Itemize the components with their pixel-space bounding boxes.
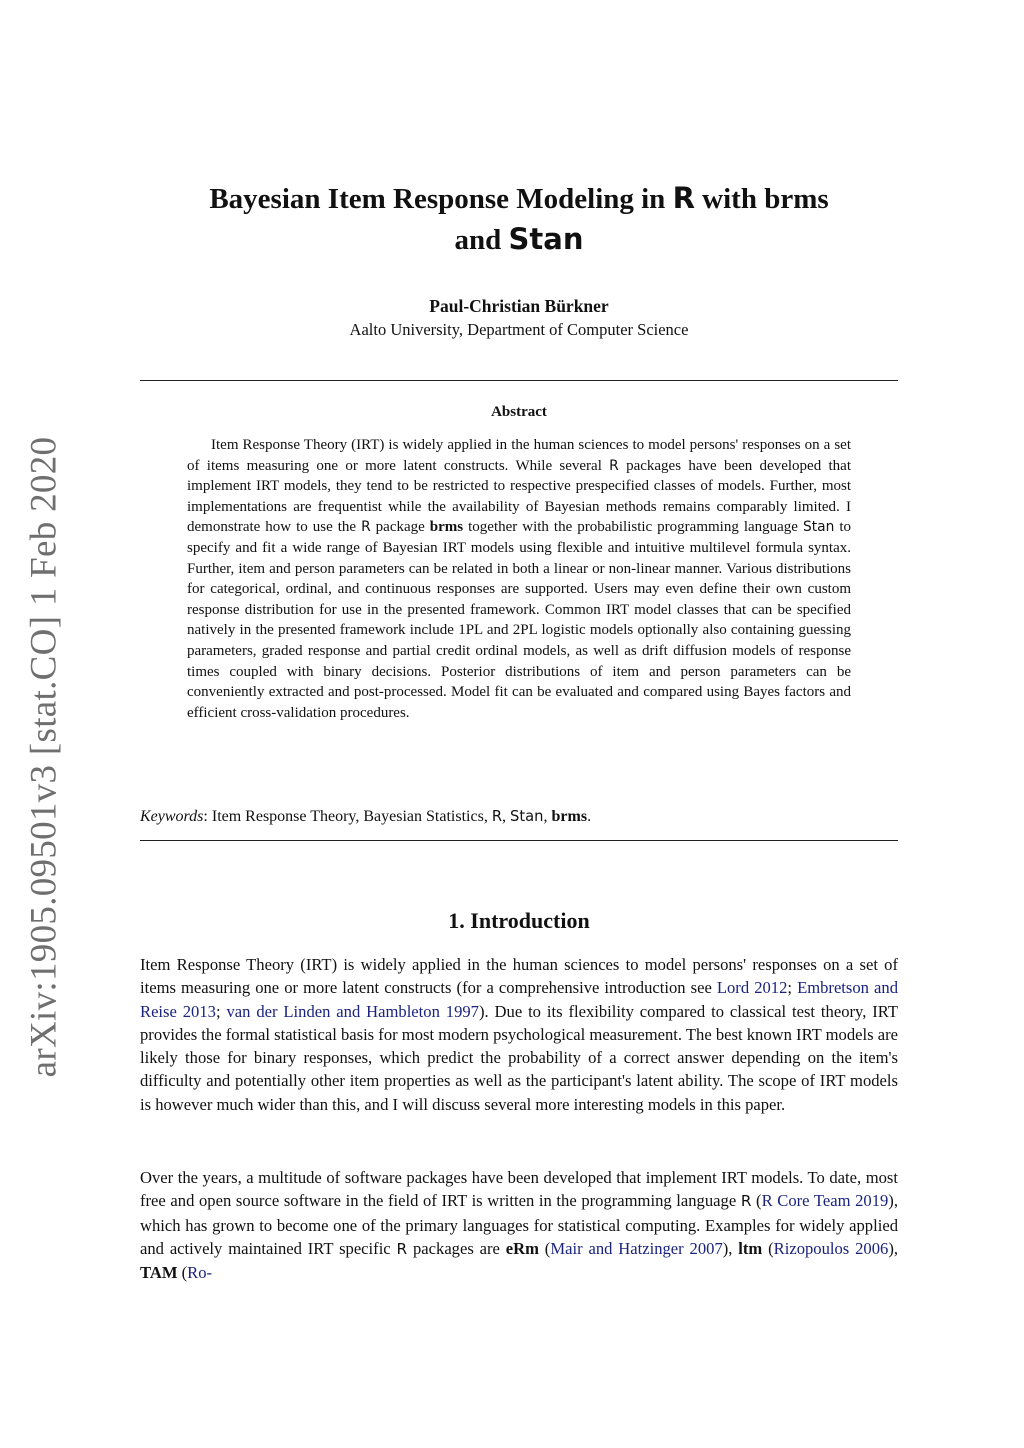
citation-mair-hatzinger-2007[interactable]: Mair and Hatzinger 2007 bbox=[550, 1238, 723, 1258]
citation-r-core-team-2019[interactable]: R Core Team 2019 bbox=[761, 1191, 889, 1211]
author-name: Paul-Christian Bürkner bbox=[429, 296, 609, 316]
abstract-body: Item Response Theory (IRT) is widely applied in the human sciences to model persons' responses on a set of items measuring one or more latent constructs. While several R packages have been developed that implement IRT models, they tend to be restricted to respective prespecified classes of models. Further, most implementations are frequentist while the availability of Bayesian methods remains comparably limited. I demonstrate how to use the R package brms together with the probabilistic programming language Stan to specify and fit a wide range of Bayesian IRT models using flexible and intuitive multilevel formula syntax. Further, item and person parameters can be related in both a linear or non-linear manner. Various distributions for categorical, ordinal, and continuous responses are supported. Users may even define their own custom response distribution for use in the presented framework. Common IRT model classes that can be specified natively in the presented framework include 1PL and 2PL logistic models optionally also containing guessing parameters, graded response and partial credit ordinal models, as well as drift diffusion models of response times coupled with binary decisions. Posterior distributions of item and person parameters can be conveniently extracted and post-processed. Model fit can be evaluated and compared using Bayes factors and efficient cross-validation procedures. bbox=[187, 437, 851, 721]
section-heading: 1. Introduction bbox=[448, 908, 590, 933]
citation-lord-2012[interactable]: Lord 2012 bbox=[716, 978, 788, 998]
arxiv-sidebar bbox=[0, 0, 90, 1448]
citation-robitzsch[interactable]: Ro- bbox=[187, 1263, 213, 1283]
paper-title: Bayesian Item Response Modeling in R with brms and Stan bbox=[209, 181, 829, 256]
top-divider bbox=[140, 380, 898, 381]
abstract-heading: Abstract bbox=[491, 404, 547, 420]
citation-rizopoulos-2006[interactable]: Rizopoulos 2006 bbox=[773, 1238, 889, 1258]
keywords: Keywords: Item Response Theory, Bayesian Statistics, R, Stan, brms. bbox=[140, 808, 592, 825]
author-affiliation: Aalto University, Department of Computer Science bbox=[349, 320, 689, 339]
intro-paragraph-2: Over the years, a multitude of software packages have been developed that implement IRT models. To date, most free and open source software in the field of IRT is written in the programming language R (R Core Team 2019), which has grown to become one of the primary languages for statistical computing. Examples for widely applied and actively maintained IRT specific R packages are eRm (Mair and Hatzinger 2007), ltm (Rizopoulos 2006), TAM (Ro- bbox=[140, 1168, 898, 1283]
intro-paragraph-1: Item Response Theory (IRT) is widely applied in the human sciences to model persons' responses on a set of items measuring one or more latent constructs (for a comprehensive introduction see Lord 2012; Embretson and Reise 2013; van der Linden and Hambleton 1997). Due to its flexibility compared to classical test theory, IRT provides the formal statistical basis for most modern psychological measurement. The best known IRT models are likely those for binary responses, which predict the probability of a correct answer depending on the item's difficulty and potentially other item properties as well as the participant's latent ability. The scope of IRT models is however much wider than this, and I will discuss several more interesting models in this paper. bbox=[140, 955, 899, 1114]
citation-van-der-linden-1997[interactable]: van der Linden and Hambleton 1997 bbox=[226, 1001, 479, 1021]
bottom-divider bbox=[140, 840, 898, 841]
citation-embretson-reise-2013[interactable]: Embretson and Reise 2013 bbox=[140, 978, 898, 1021]
arxiv-identifier: arXiv:1905.09501v3 [stat.CO] 1 Feb 2020 bbox=[23, 436, 65, 1078]
